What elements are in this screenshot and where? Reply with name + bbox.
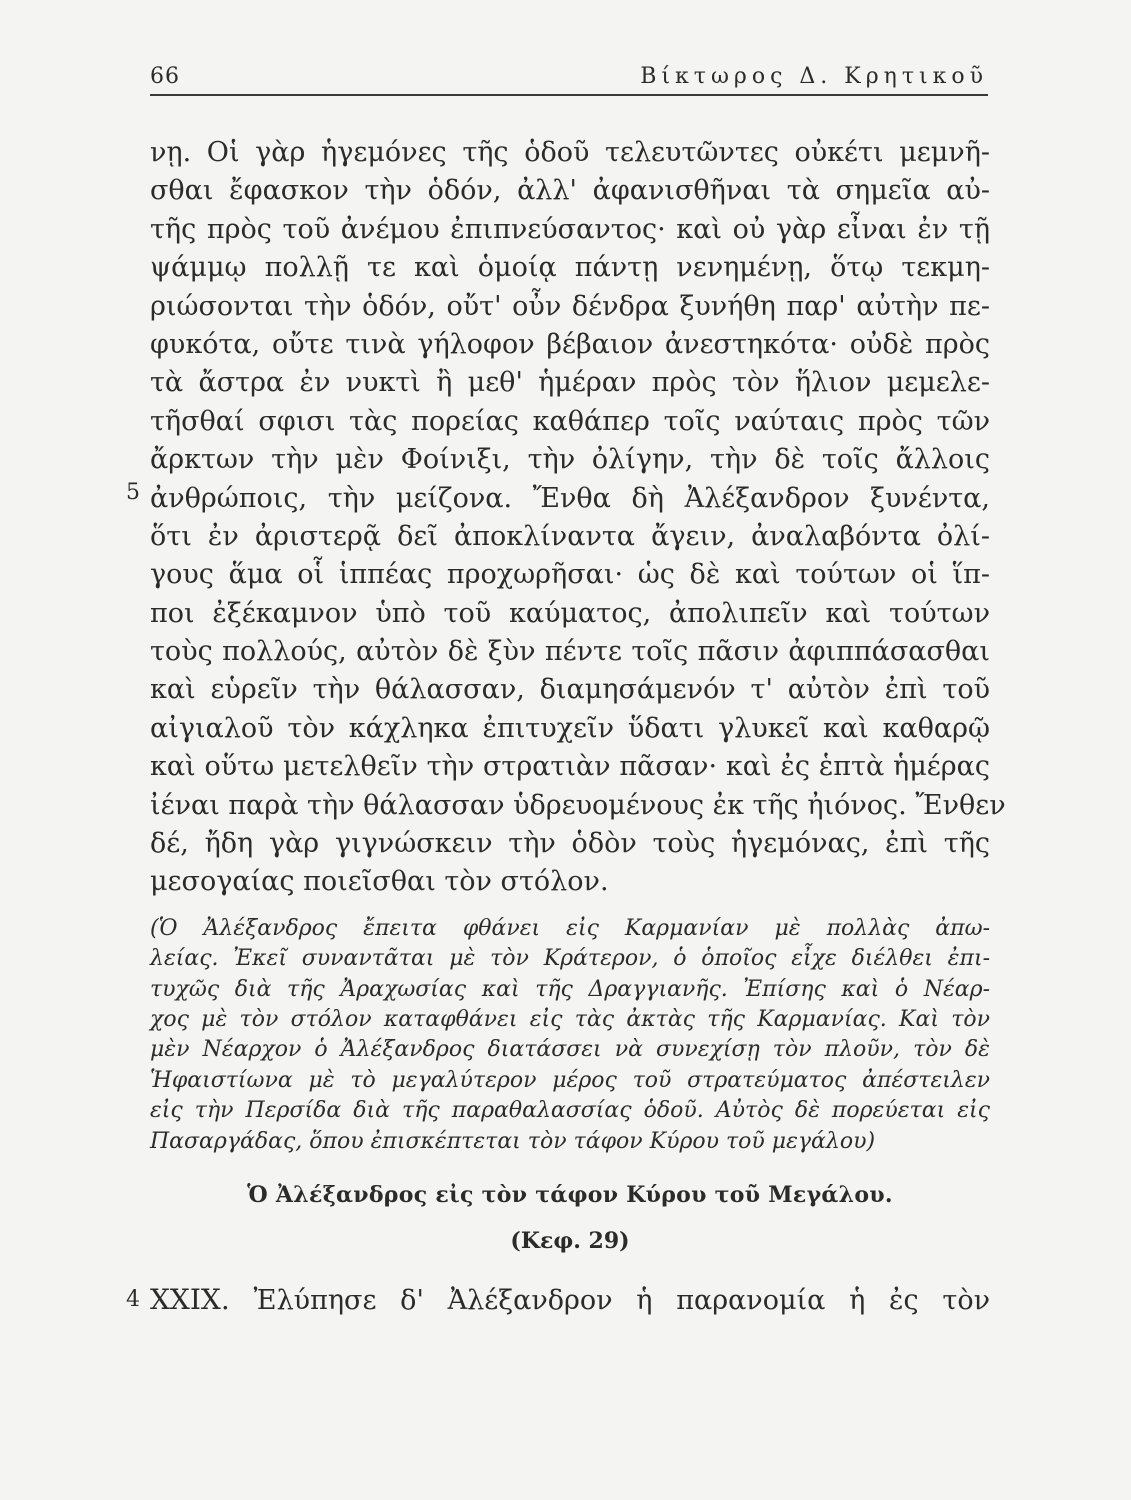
text-line: καὶ οὕτω μετελθεῖν τὴν στρατιὰν πᾶσαν· καὶ ἐς ἑπτὰ ἡμέρας	[150, 751, 990, 783]
summary-paragraph	[150, 914, 990, 1157]
text-line: ἄρκτων τὴν μὲν Φοίνιξι, τὴν ὀλίγην, τὴν δὲ τοῖς ἄλλοις	[150, 444, 990, 476]
summary-line: χος μὲ τὸν στόλον καταφθάνει εἰς τὰς ἀκτὰς τῆς Καρμανίας. Καὶ τὸν	[150, 1006, 990, 1032]
text-line: αἰγιαλοῦ τὸν κάχληκα ἐπιτυχεῖν ὕδατι γλυκεῖ καὶ καθαρῷ	[150, 712, 990, 744]
summary-line: μὲν Νέαρχον ὁ Ἀλέξανδρος διατάσσει νὰ συνεχίσῃ τὸν πλοῦν, τὸν δὲ	[150, 1037, 990, 1063]
text-line: ψάμμῳ πολλῇ τε καὶ ὁμοίᾳ πάντῃ νενημένῃ, ὅτῳ τεκμη-	[150, 252, 990, 284]
text-line: ἰέναι παρὰ τὴν θάλασσαν ὑδρευομένους ἐκ τῆς ἠιόνος. Ἔνθεν	[150, 789, 1006, 821]
chapter-opening-line	[126, 1281, 990, 1319]
summary-line: λείας. Ἐκεῖ συναντᾶται μὲ τὸν Κράτερον, ὁ ὁποῖος εἶχε διέλθει ἐπι-	[150, 946, 990, 972]
chapter-first-line: Ἐλύπησε δ' Ἀλέξανδρον ἡ παρανομία ἡ ἐς τὸν	[253, 1284, 990, 1316]
text-line: τοὺς πολλούς, αὐτὸν δὲ ξὺν πέντε τοῖς πᾶσιν ἀφιππάσασθαι	[150, 636, 990, 668]
margin-line-number: 5	[126, 479, 140, 505]
summary-line: (Ὁ Ἀλέξανδρος ἔπειτα φθάνει εἰς Καρμανίαν μὲ πολλὰς ἀπω-	[150, 915, 990, 941]
text-line: δέ, ἤδη γὰρ γιγνώσκειν τὴν ὁδὸν τοὺς ἡγεμόνας, ἐπὶ τῆς	[150, 828, 990, 860]
text-line: τὰ ἄστρα ἐν νυκτὶ ἢ μεθ' ἡμέραν πρὸς τὸν ἥλιον μεμελε-	[150, 367, 990, 399]
text-line: νῃ. Οἱ γὰρ ἡγεμόνες τῆς ὁδοῦ τελευτῶντες οὐκέτι μεμνῆ-	[150, 137, 990, 168]
text-line: ποι ἐξέκαμνον ὑπὸ τοῦ καύματος, ἀπολιπεῖν καὶ τούτων	[150, 597, 990, 629]
text-line-wrapper	[126, 479, 990, 518]
text-line: καὶ εὑρεῖν τὴν θάλασσαν, διαμησάμενόν τ' αὐτὸν ἐπὶ τοῦ	[150, 674, 990, 706]
text-line: ἀνθρώποις, τὴν μείζονα. Ἔνθα δὴ Ἀλέξανδρον ξυνέντα,	[150, 482, 990, 514]
summary-line: Πασαργάδας, ὅπου ἐπισκέπτεται τὸν τάφον Κύρου τοῦ μεγάλου)	[150, 1128, 876, 1154]
text-line: μεσογαίας ποιεῖσθαι τὸν στόλον.	[150, 866, 609, 898]
text-line: φυκότα, οὔτε τινὰ γήλοφον βέβαιον ἀνεστηκότα· οὐδὲ πρὸς	[150, 328, 990, 360]
running-head: Βίκτωρος Δ. Κρητικοῦ	[640, 64, 988, 89]
summary-line: Ἡφαιστίωνα μὲ τὸ μεγαλύτερον μέρος τοῦ στρατεύματος ἀπέστειλεν	[150, 1067, 990, 1093]
text-line: τῆσθαί σφισι τὰς πορείας καθάπερ τοῖς ναύταις πρὸς τῶν	[150, 405, 990, 437]
chapter-numeral: XXIX.	[150, 1282, 230, 1316]
section-heading: Ὁ Ἀλέξανδρος εἰς τὸν τάφον Κύρου τοῦ Μεγάλου.	[247, 1181, 893, 1208]
text-line: σθαι ἔφασκον τὴν ὁδόν, ἀλλ' ἀφανισθῆναι τὰ σημεῖα αὐ-	[150, 175, 990, 207]
text-line: ριώσονται τὴν ὁδόν, οὔτ' οὖν δένδρα ξυνήθη παρ' αὐτὴν πε-	[150, 290, 990, 322]
text-block	[126, 134, 1006, 1319]
page-header	[150, 64, 988, 96]
summary-line: τυχῶς διὰ τῆς Ἀραχωσίας καὶ τῆς Δραγγιανῆς. Ἐπίσης καὶ ὁ Νέαρ-	[150, 976, 990, 1002]
chapter-reference: (Κεφ. 29)	[510, 1227, 630, 1254]
summary-line: εἰς τὴν Περσίδα διὰ τῆς παραθαλασσίας ὁδοῦ. Αὐτὸς δὲ πορεύεται εἰς	[150, 1098, 990, 1124]
page-number: 66	[150, 64, 180, 89]
text-line: ὅτι ἐν ἀριστερᾷ δεῖ ἀποκλίναντα ἄγειν, ἀναλαβόντα ὀλί-	[150, 520, 990, 552]
text-line: γους ἅμα οἷ ἱππέας προχωρῆσαι· ὡς δὲ καὶ τούτων οἱ ἵπ-	[150, 559, 990, 591]
main-text	[126, 134, 1006, 902]
margin-line-number: 4	[126, 1286, 140, 1312]
text-line: τῆς πρὸς τοῦ ἀνέμου ἐπιπνεύσαντος· καὶ οὐ γὰρ εἶναι ἐν τῇ	[150, 213, 990, 245]
